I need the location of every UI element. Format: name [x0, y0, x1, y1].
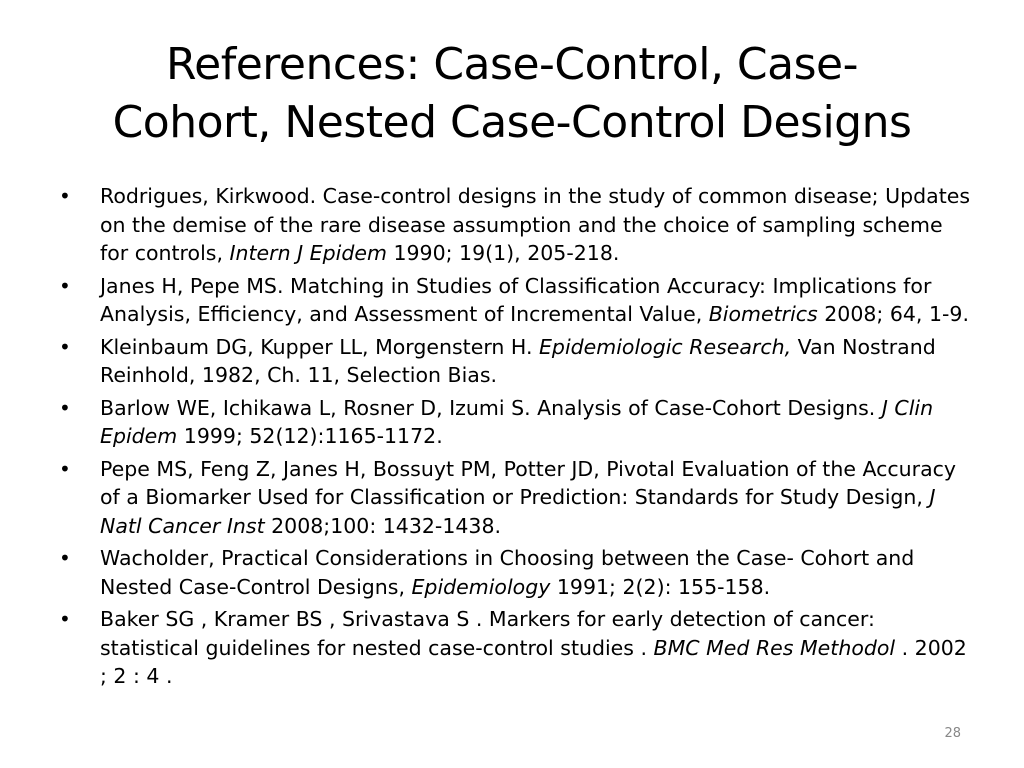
reference-citation: 2008;100: 1432-1438. [264, 513, 502, 538]
reference-citation: Van Nostrand Reinhold, 1982, Ch. 11, Selection Bias. [100, 334, 936, 387]
reference-list [56, 182, 976, 695]
reference-item [56, 272, 976, 329]
reference-item [56, 394, 976, 451]
page-number: 28 [944, 726, 961, 741]
reference-text: Wacholder, Practical Considerations in Choosing between the Case- Cohort and Nested Case-Control Designs, [100, 546, 915, 599]
bullet-icon: • [59, 334, 71, 359]
slide-title-line-2: Cohort, Nested Case-Control Designs [112, 97, 912, 148]
reference-item [56, 544, 976, 601]
bullet-icon: • [59, 607, 71, 631]
reference-citation: 1999; 52(12):1165-1172. [177, 424, 443, 448]
reference-text: Rodrigues, Kirkwood. Case-control designs in the study of common disease; Updates on the demise of the rare disease assumption and the choice of sampling scheme for controls, [100, 184, 971, 265]
bullet-icon: • [59, 456, 71, 481]
reference-text: Pepe MS, Feng Z, Janes H, Bossuyt PM, Potter JD, Pivotal Evaluation of the Accuracy of a Biomarker Used for Classification or Prediction: Standards for Study Design, [100, 456, 957, 509]
bullet-icon: • [59, 546, 71, 570]
reference-journal: J Natl Cancer Inst [100, 485, 936, 538]
reference-text: Kleinbaum DG, Kupper LL, Morgenstern H. [100, 334, 539, 359]
reference-journal: J Clin Epidem [100, 395, 934, 448]
slide-title [40, 36, 984, 152]
reference-item [56, 182, 976, 268]
reference-text: Janes H, Pepe MS. Matching in Studies of Classification Accuracy: Implications for Analysis, Efficiency, and Assessment of Incremental Value, [100, 273, 932, 326]
reference-citation: 1991; 2(2): 155-158. [550, 574, 771, 599]
reference-citation: 2008; 64, 1-9. [817, 302, 969, 326]
reference-item [56, 605, 976, 691]
reference-journal: Biometrics [708, 302, 818, 326]
reference-item [56, 333, 976, 390]
reference-item [56, 455, 976, 541]
reference-journal: Epidemiology [411, 574, 551, 599]
slide-title-line-1: References: Case-Control, Case- [166, 39, 858, 90]
reference-text: Barlow WE, Ichikawa L, Rosner D, Izumi S. Analysis of Case-Cohort Designs. [100, 395, 882, 420]
bullet-icon: • [59, 395, 71, 420]
reference-citation: . 2002 ; 2 : 4 . [100, 635, 967, 688]
reference-journal: BMC Med Res Methodol [653, 635, 896, 660]
reference-journal: Epidemiologic Research, [538, 334, 792, 359]
reference-citation: 1990; 19(1), 205-218. [386, 241, 620, 265]
reference-text: Baker SG , Kramer BS , Srivastava S . Markers for early detection of cancer: statistical guidelines for nested case-control studies . [100, 607, 875, 660]
bullet-icon: • [59, 273, 71, 298]
reference-journal: Intern J Epidem [229, 241, 387, 265]
bullet-icon: • [59, 184, 71, 208]
